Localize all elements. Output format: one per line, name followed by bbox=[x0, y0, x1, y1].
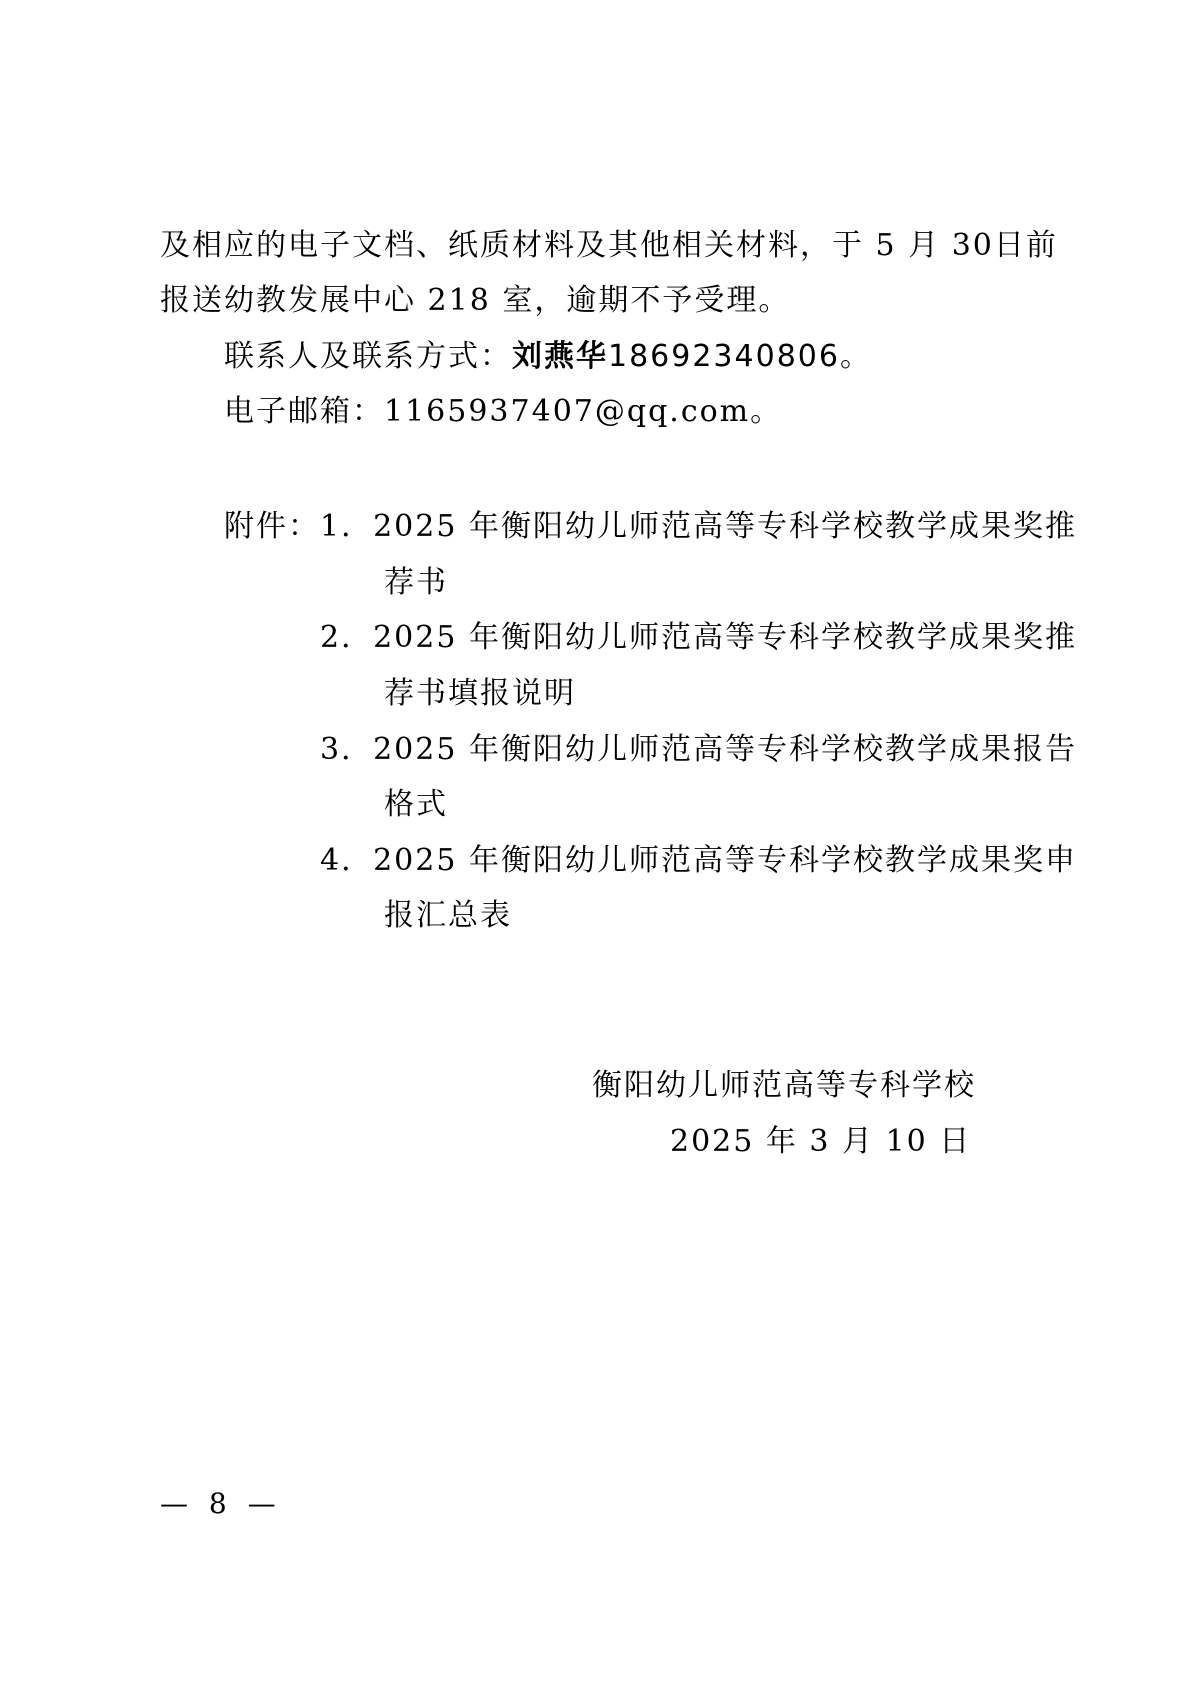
contact-line bbox=[224, 337, 872, 377]
contact-phone: 18692340806 bbox=[608, 339, 840, 374]
contact-label: 联系人及联系方式： bbox=[224, 339, 512, 374]
attachment-1-line-1: 附件：1．2025 年衡阳幼儿师范高等专科学校教学成果奖推 bbox=[224, 509, 1077, 544]
paragraph-line-1: 及相应的电子文档、纸质材料及其他相关材料，于 5 月 30日前 bbox=[160, 228, 1058, 263]
attachment-3-line-2: 格式 bbox=[384, 787, 448, 822]
signature-date: 2025 年 3 月 10 日 bbox=[670, 1124, 972, 1159]
page-number: — 8 — bbox=[160, 1487, 282, 1520]
attachment-4-line-1: 4．2025 年衡阳幼儿师范高等专科学校教学成果奖申 bbox=[320, 843, 1077, 878]
attachment-4-line-2: 报汇总表 bbox=[384, 898, 512, 933]
signature-organization: 衡阳幼儿师范高等专科学校 bbox=[592, 1068, 976, 1103]
attachment-2-line-2: 荐书填报说明 bbox=[384, 676, 576, 711]
contact-end: 。 bbox=[839, 339, 872, 374]
attachment-1-line-2: 荐书 bbox=[384, 565, 448, 600]
paragraph-line-2: 报送幼教发展中心 218 室，逾期不予受理。 bbox=[160, 283, 791, 318]
attachment-2-line-1: 2．2025 年衡阳幼儿师范高等专科学校教学成果奖推 bbox=[320, 620, 1077, 655]
attachment-3-line-1: 3．2025 年衡阳幼儿师范高等专科学校教学成果报告 bbox=[320, 732, 1077, 767]
email-line: 电子邮箱：1165937407@qq.com。 bbox=[224, 394, 783, 429]
contact-name: 刘燕华 bbox=[512, 339, 608, 374]
